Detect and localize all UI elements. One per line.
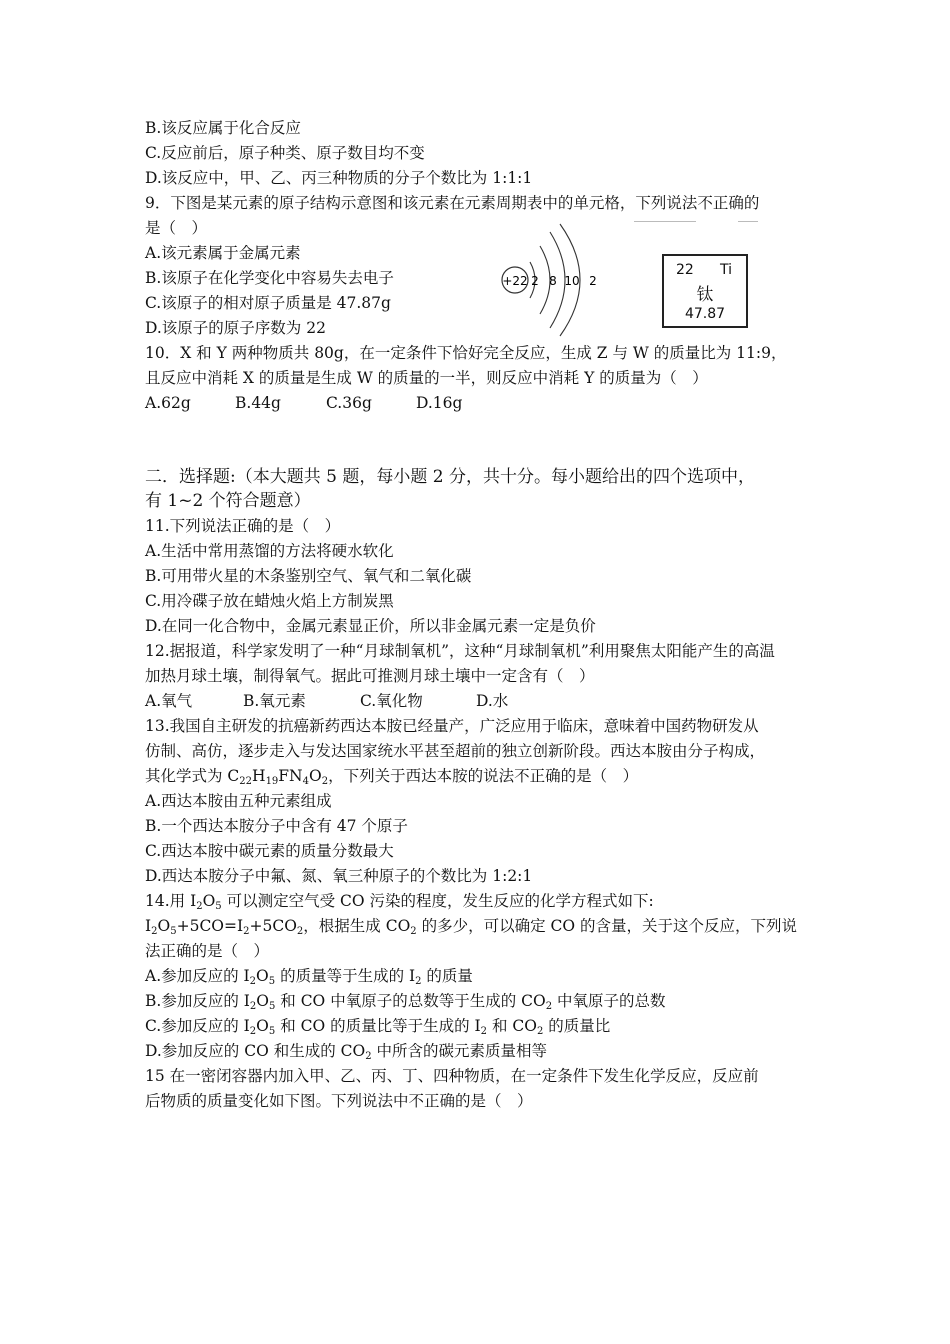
question-13-stem-2: 仿制、高仿，逐步走入与发达国家统水平甚至超前的独立创新阶段。西达本胺由分子构成， [145,742,766,760]
question-14-equation: $I_2O_5+5CO=I_2+5CO_2$，根据生成 $CO_2$ 的多少，可以确定 CO 的含量，关于这个反应，下列说 [145,917,798,937]
option-10b: B.44g [235,394,281,412]
nucleus-label: +22 [502,274,528,288]
option-9b: B.该原子在化学变化中容易失去电子 [145,269,394,287]
question-9-stem: 9．下图是某元素的原子结构示意图和该元素在元素周期表中的单元格，下列说法不正确的 [145,194,760,212]
divider-line [634,221,696,222]
option-8c: C.反应前后，原子种类、原子数目均不变 [145,144,425,162]
divider-line [738,221,758,222]
atomic-mass: 47.87 [684,306,726,322]
option-12c: C.氧化物 [360,692,423,710]
option-12a: A.氧气 [145,692,193,710]
atom-structure-diagram [498,222,608,338]
shell-2-electrons: 8 [549,274,557,288]
question-13-stem-3: 其化学式为 $C_{22}H_{19}FN_4O_2$，下列关于西达本胺的说法不正确的是（ ） [145,767,639,787]
shell-1-electrons: 2 [531,274,539,288]
shell-3-electrons: 10 [564,274,580,288]
option-9a: A.该元素属于金属元素 [145,244,301,262]
question-10-options [145,393,462,413]
option-13c: C.西达本胺中碳元素的质量分数最大 [145,842,394,860]
option-14d: D.参加反应的 CO 和生成的 $CO_2$ 中所含的碳元素质量相等 [145,1042,548,1062]
question-14-stem-cont: 法正确的是（ ） [145,942,270,960]
option-9c: C.该原子的相对原子质量是 47.87g [145,294,391,312]
option-13d: D.西达本胺分子中氟、氮、氧三种原子的个数比为 1:2:1 [145,867,533,885]
section-heading: 二．选择题:（本大题共 5 题，每小题 2 分，共十分。每小题给出的四个选项中， [145,467,755,487]
shell-4-electrons: 2 [589,274,597,288]
question-11-stem: 11.下列说法正确的是（ ） [145,517,341,535]
element-symbol: Ti [719,262,732,278]
question-12-stem: 12.据报道，科学家发明了一种“月球制氧机”，这种“月球制氧机”利用聚焦太阳能产生的高温 [145,642,775,660]
element-name: 钛 [696,285,714,305]
option-10c: C.36g [326,394,372,412]
option-14a: A.参加反应的 $I_2O_5$ 的质量等于生成的 $I_2$ 的质量 [145,967,473,987]
atomic-number: 22 [676,262,694,278]
question-13-stem: 13.我国自主研发的抗癌新药西达本胺已经量产，广泛应用于临床，意味着中国药物研发从 [145,717,759,735]
periodic-table-cell [662,254,748,328]
question-12-stem-cont: 加热月球土壤，制得氧气。据此可推测月球土壤中一定含有（ ） [145,667,595,685]
question-9-stem-cont: 是（ ） [145,219,208,237]
option-13b: B.一个西达本胺分子中含有 47 个原子 [145,817,408,835]
question-15-stem-cont: 后物质的质量变化如下图。下列说法中不正确的是（ ） [145,1092,533,1110]
option-13a: A.西达本胺由五种元素组成 [145,792,332,810]
option-11a: A.生活中常用蒸馏的方法将硬水软化 [145,542,394,560]
question-15-stem: 15 在一密闭容器内加入甲、乙、丙、丁、四种物质，在一定条件下发生化学反应，反应前 [145,1067,759,1085]
option-8b: B.该反应属于化合反应 [145,119,301,137]
option-8d: D.该反应中，甲、乙、丙三种物质的分子个数比为 1:1:1 [145,169,533,187]
option-11b: B.可用带火星的木条鉴别空气、氧气和二氧化碳 [145,567,472,585]
question-14-stem: 14.用 $I_2O_5$ 可以测定空气受 CO 污染的程度，发生反应的化学方程式如下: [145,892,654,912]
question-12-options [145,691,508,711]
question-10-stem: 10．X 和 Y 两种物质共 80g，在一定条件下恰好完全反应，生成 Z 与 W 的质量比为 11:9， [145,344,787,362]
question-10-stem-cont: 且反应中消耗 X 的质量是生成 W 的质量的一半，则反应中消耗 Y 的质量为（ ） [145,369,708,387]
option-10d: D.16g [416,394,463,412]
option-14b: B.参加反应的 $I_2O_5$ 和 CO 中氧原子的总数等于生成的 $CO_2$ 中氧原子的总数 [145,992,666,1012]
option-9d: D.该原子的原子序数为 22 [145,319,326,337]
option-12d: D.水 [476,692,509,710]
option-10a: A.62g [145,394,191,412]
option-12b: B.氧元素 [243,692,306,710]
option-11c: C.用冷碟子放在蜡烛火焰上方制炭黑 [145,592,394,610]
section-heading-cont: 有 1~2 个符合题意） [145,491,311,511]
option-14c: C.参加反应的 $I_2O_5$ 和 CO 的质量比等于生成的 $I_2$ 和 $CO_2$ 的质量比 [145,1017,611,1037]
option-11d: D.在同一化合物中，金属元素显正价，所以非金属元素一定是负价 [145,617,596,635]
